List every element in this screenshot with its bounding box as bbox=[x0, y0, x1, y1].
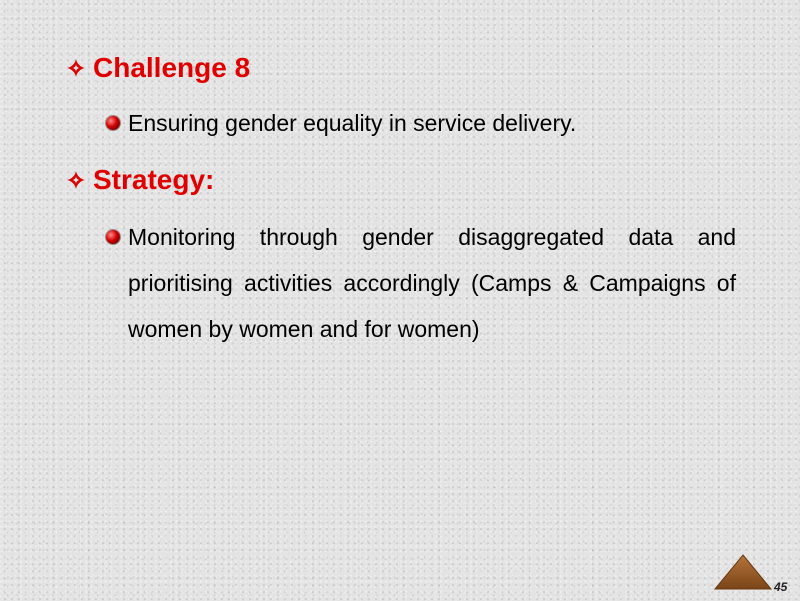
bullet-strategy bbox=[106, 214, 736, 352]
bullet-strategy-text: Monitoring through gender disaggregated data and prioritising activities accordingly (Camps & Campaigns of women by women and for women) bbox=[128, 224, 736, 342]
triangle-nav-icon[interactable] bbox=[714, 554, 772, 590]
diamond-bullet-icon bbox=[64, 168, 88, 192]
red-ball-bullet-icon bbox=[106, 230, 120, 244]
heading-strategy-text: Strategy: bbox=[93, 164, 215, 195]
heading-strategy bbox=[64, 164, 214, 196]
red-ball-bullet-icon bbox=[106, 116, 120, 130]
bullet-challenge bbox=[106, 108, 736, 138]
heading-challenge-text: Challenge 8 bbox=[93, 52, 251, 83]
heading-challenge bbox=[64, 52, 250, 84]
page-number: 45 bbox=[774, 580, 788, 594]
bullet-challenge-text: Ensuring gender equality in service delivery. bbox=[128, 110, 577, 136]
diamond-bullet-icon bbox=[64, 56, 88, 80]
